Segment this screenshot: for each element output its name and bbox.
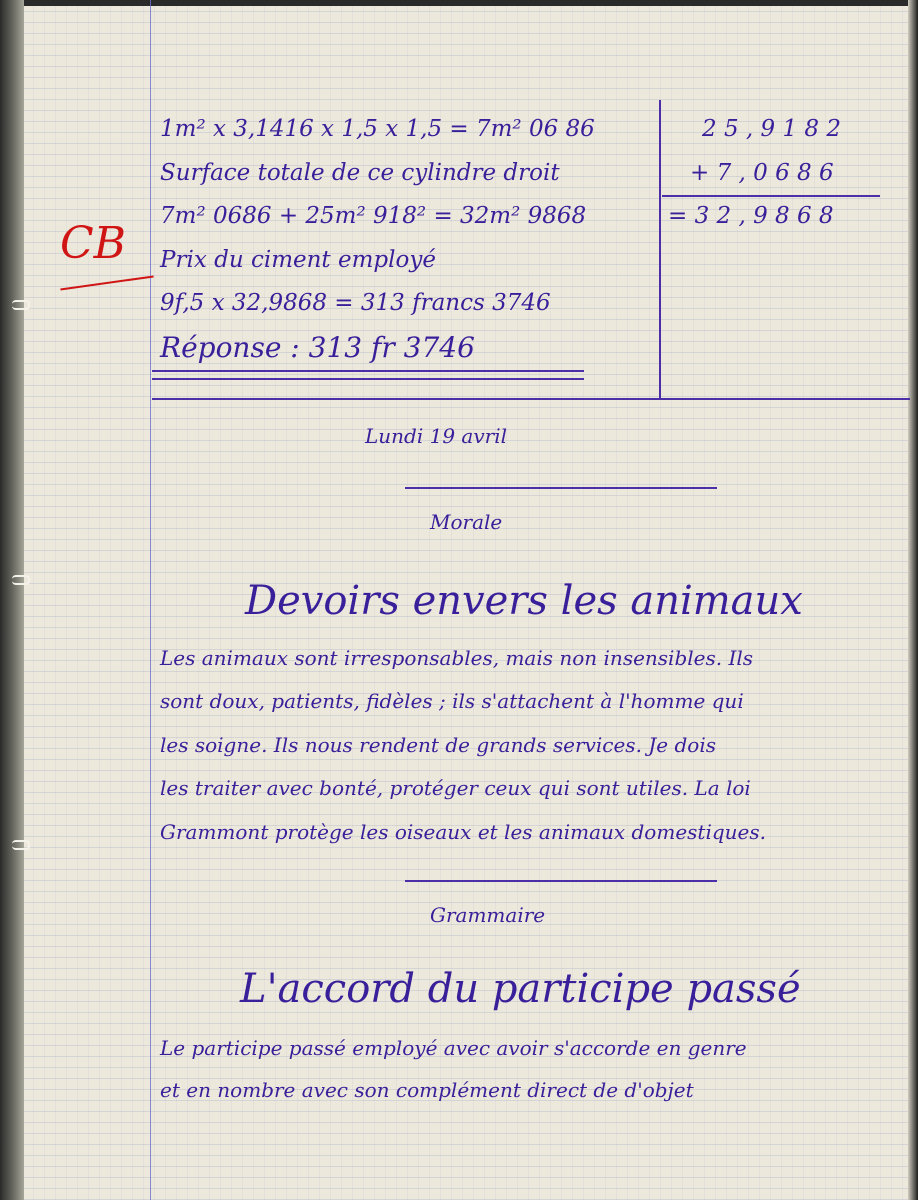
grade-underline	[60, 275, 153, 290]
answer-underline	[152, 370, 584, 372]
grammaire-title: L'accord du participe passé	[240, 966, 801, 1012]
grammaire-line-2: et en nombre avec son complément direct de d'objet	[160, 1078, 694, 1102]
date-heading: Lundi 19 avril	[365, 424, 507, 448]
math-line-5: 9f,5 x 32,9868 = 313 francs 3746	[160, 290, 551, 316]
morale-subject: Morale	[430, 510, 503, 534]
binding-stitch	[12, 575, 30, 585]
binding-stitch	[12, 300, 30, 310]
page-right-edge	[908, 0, 918, 1200]
addition-row-3: = 3 2 , 9 8 6 8	[668, 203, 834, 229]
grammaire-line-1: Le participe passé employé avec avoir s'accorde en genre	[160, 1036, 747, 1060]
math-line-3: 7m² 0686 + 25m² 918² = 32m² 9868	[160, 203, 587, 229]
morale-line-5: Grammont protège les oiseaux et les animaux domestiques.	[160, 820, 766, 844]
math-line-4: Prix du ciment employé	[160, 247, 436, 273]
date-rule	[405, 487, 717, 489]
morale-title: Devoirs envers les animaux	[245, 578, 803, 624]
math-line-2: Surface totale de ce cylindre droit	[160, 160, 560, 186]
grammaire-subject: Grammaire	[430, 903, 546, 927]
answer-line: Réponse : 313 fr 3746	[160, 331, 475, 364]
addition-row-2: + 7 , 0 6 8 6	[690, 160, 834, 186]
page-top-edge	[0, 0, 918, 6]
margin-line	[150, 0, 151, 1200]
binding-stitch	[12, 840, 30, 850]
column-divider	[659, 100, 661, 398]
morale-line-4: les traiter avec bonté, protéger ceux qui sont utiles. La loi	[160, 776, 751, 800]
morale-line-1: Les animaux sont irresponsables, mais non insensibles. Ils	[160, 646, 754, 670]
grade-mark: CB	[60, 218, 126, 269]
math-line-1: 1m² x 3,1416 x 1,5 x 1,5 = 7m² 06 86	[160, 116, 595, 142]
morale-line-2: sont doux, patients, fidèles ; ils s'attachent à l'homme qui	[160, 689, 744, 713]
notebook-spine	[0, 0, 24, 1200]
answer-underline-2	[152, 378, 584, 380]
addition-rule	[662, 195, 880, 197]
addition-row-1: 2 5 , 9 1 8 2	[702, 116, 841, 142]
section-separator	[152, 398, 910, 400]
morale-line-3: les soigne. Ils nous rendent de grands services. Je dois	[160, 733, 716, 757]
grammaire-rule	[405, 880, 717, 882]
